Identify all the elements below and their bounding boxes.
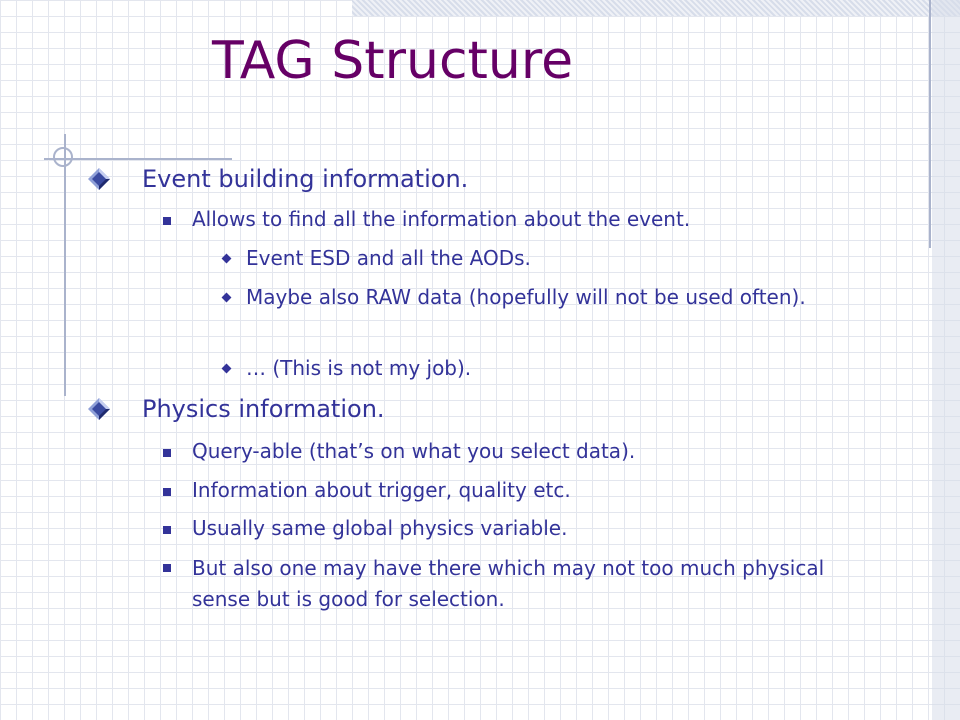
bullet-find-information [192, 206, 852, 232]
small-diamond-bullet-icon [222, 364, 232, 374]
small-diamond-bullet-icon [222, 254, 232, 264]
square-bullet-icon [163, 526, 171, 534]
diamond-bullet-icon [88, 398, 110, 420]
section-heading-event-building [142, 164, 842, 194]
section-heading-physics [142, 394, 842, 424]
sub-bullet-esd-aods [246, 244, 846, 273]
section-heading-text: Physics information. [142, 395, 385, 423]
square-bullet-icon [163, 217, 171, 225]
bullet-text: Information about trigger, quality etc. [192, 478, 571, 502]
section-heading-text: Event building information. [142, 165, 469, 193]
sub-bullet-not-my-job [246, 354, 846, 383]
slide-title: TAG Structure [212, 31, 574, 91]
square-bullet-icon [163, 564, 171, 572]
bullet-trigger-quality [192, 477, 852, 503]
bullet-global-physics [192, 515, 852, 541]
bullet-physical-sense [192, 553, 852, 615]
sub-bullet-text: Event ESD and all the AODs. [246, 246, 531, 270]
bullet-query-able [192, 438, 852, 464]
sub-bullet-raw-data [246, 283, 846, 312]
bullet-text: Query-able (that’s on what you select data). [192, 439, 636, 463]
sub-bullet-text: … (This is not my job). [246, 356, 472, 380]
square-bullet-icon [163, 488, 171, 496]
bullet-text: Usually same global physics variable. [192, 516, 568, 540]
bullet-text: But also one may have there which may not too much physical sense but is good for selection. [192, 556, 825, 611]
diamond-bullet-icon [88, 168, 110, 190]
small-diamond-bullet-icon [222, 293, 232, 303]
square-bullet-icon [163, 449, 171, 457]
bullet-text: Allows to find all the information about the event. [192, 207, 691, 231]
sub-bullet-text: Maybe also RAW data (hopefully will not be used often). [246, 285, 806, 309]
